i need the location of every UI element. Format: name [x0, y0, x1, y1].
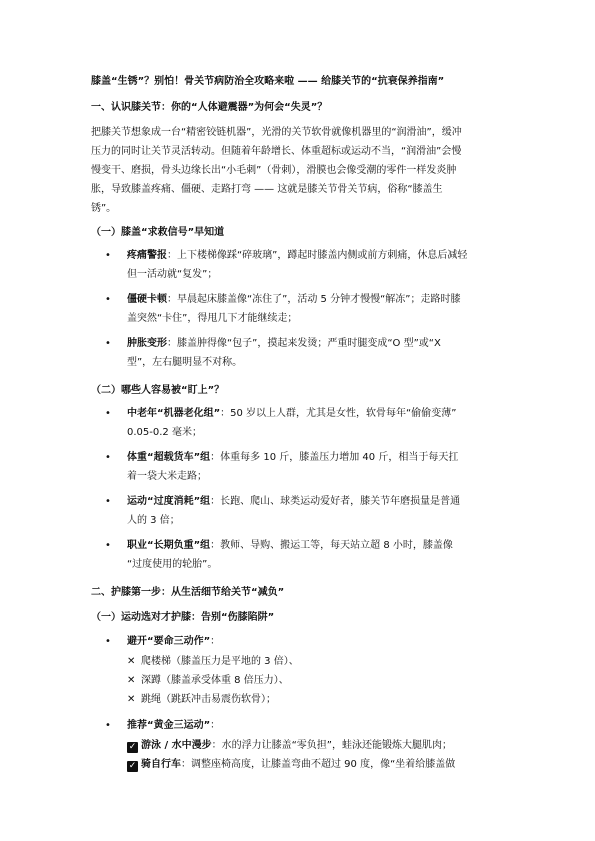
item-text: “过度使用的轮胎”。	[127, 559, 218, 570]
item-bold-label: 疼痛警报	[127, 250, 167, 261]
recommend-item-text: ：调整座椅高度，让膝盖弯曲不超过 90 度，像“坐着给膝盖做	[181, 759, 456, 770]
avoid-item-text: 爬楼梯（膝盖压力是平地的 3 倍）、	[141, 656, 299, 667]
recommend-item-text: ：水的浮力让膝盖“零负担”，蛙泳还能锻炼大腿肌肉；	[211, 740, 452, 751]
bullet-dot-icon: •	[105, 250, 111, 261]
item-text: ：上下楼梯像踩“碎玻璃”，蹲起时膝盖内侧或前方刺痛，休息后减轻	[167, 250, 468, 261]
item-text: ：膝盖肿得像“包子”，摸起来发烫；严重时腿变成“O 型”或“X	[167, 338, 441, 349]
check-box-icon: ✓	[128, 761, 137, 771]
item-text: ：早晨起床膝盖像“冻住了”，活动 5 分钟才慢慢“解冻”；走路时膝	[167, 294, 461, 305]
bullet-dot-icon: •	[105, 452, 111, 463]
bullet-dot-icon: •	[105, 408, 111, 419]
section-1-heading: 一、认识膝关节：你的“人体避震器”为何会“失灵”？	[91, 102, 328, 113]
avoid-item-text: 跳绳（跳跃冲击易震伤软骨）；	[141, 694, 276, 705]
item-text: 0.05-0.2 毫米；	[127, 427, 202, 438]
item-text: ：教师、导购、搬运工等，每天站立超 8 小时，膝盖像	[210, 540, 453, 551]
document-title: 膝盖“生锈”？别怕！骨关节病防治全攻略来啦 —— 给膝关节的“抗衰保养指南”	[91, 76, 445, 87]
bullet-dot-icon: •	[105, 294, 111, 305]
item-bold-label: 肿胀变形	[127, 338, 167, 349]
recommend-item	[127, 736, 452, 755]
bullet-dot-icon: •	[105, 540, 111, 551]
intro-line: 锈”。	[91, 203, 117, 214]
intro-line: 胀，导致膝盖疼痛、僵硬、走路打弯 —— 这就是膝关节骨关节病，俗称“膝盖生	[91, 184, 443, 195]
cross-mark-icon: ✕	[127, 656, 136, 667]
bullet-dot-icon: •	[105, 636, 111, 647]
avoid-item	[127, 690, 276, 709]
intro-line: 把膝关节想象成一台“精密铰链机器”，光滑的关节软骨就像机器里的“润滑油”，缓冲	[91, 127, 462, 138]
avoid-item	[127, 652, 299, 671]
cross-mark-icon: ✕	[127, 694, 136, 705]
item-text: ：50 岁以上人群，尤其是女性，软骨每年“偷偷变薄”	[220, 408, 457, 419]
item-text: 人的 3 倍；	[127, 515, 180, 526]
section-2-heading: 二、护膝第一步：从生活细节给关节“减负”	[91, 587, 285, 598]
cross-mark-icon: ✕	[127, 675, 136, 686]
item-text: ：长跑、爬山、球类运动爱好者，膝关节年磨损量是普通	[210, 496, 461, 507]
item-text: ：	[210, 720, 221, 731]
section-1-intro	[91, 123, 506, 218]
item-bold-label: 体重“超载货车”组	[127, 452, 211, 463]
intro-line: 压力的同时让关节灵活转动。但随着年龄增长、体重超标或运动不当，“润滑油”会慢	[91, 146, 462, 157]
bullet-dot-icon: •	[105, 720, 111, 731]
avoid-item-text: 深蹲（膝盖承受体重 8 倍压力）、	[141, 675, 289, 686]
item-text: 但一活动就“复发”；	[127, 269, 218, 280]
item-bold-label: 避开“要命三动作”	[127, 636, 211, 647]
item-bold-label: 中老年“机器老化组”	[127, 408, 221, 419]
subsection-1-2-heading: （二）哪些人容易被“盯上”？	[91, 385, 225, 396]
item-text: ：	[210, 636, 221, 647]
item-text: ：体重每多 10 斤，膝盖压力增加 40 斤，相当于每天扛	[210, 452, 459, 463]
avoid-item	[127, 671, 289, 690]
item-bold-label: 职业“长期负重”组	[127, 540, 211, 551]
subsection-1-1-heading: （一）膝盖“求救信号”早知道	[91, 227, 225, 238]
item-text: 着一袋大米走路；	[127, 471, 207, 482]
recommend-item-bold: 骑自行车	[141, 759, 181, 770]
recommend-item-bold: 游泳 / 水中漫步	[141, 740, 212, 751]
intro-line: 慢变干、磨损，骨头边缘长出“小毛刺”（骨刺），滑膜也会像受潮的零件一样发炎肿	[91, 165, 457, 176]
bullet-dot-icon: •	[105, 338, 111, 349]
bullet-dot-icon: •	[105, 496, 111, 507]
item-bold-label: 僵硬卡顿	[127, 294, 167, 305]
item-text: 型”，左右腿明显不对称。	[127, 357, 243, 368]
item-bold-label: 运动“过度消耗”组	[127, 496, 211, 507]
item-bold-label: 推荐“黄金三运动”	[127, 720, 211, 731]
subsection-2-1-heading: （一）运动选对才护膝：告别“伤膝陷阱”	[91, 612, 275, 623]
recommend-item	[127, 755, 455, 774]
check-box-icon: ✓	[128, 742, 137, 752]
item-text: 盖突然“卡住”，得甩几下才能继续走；	[127, 313, 298, 324]
